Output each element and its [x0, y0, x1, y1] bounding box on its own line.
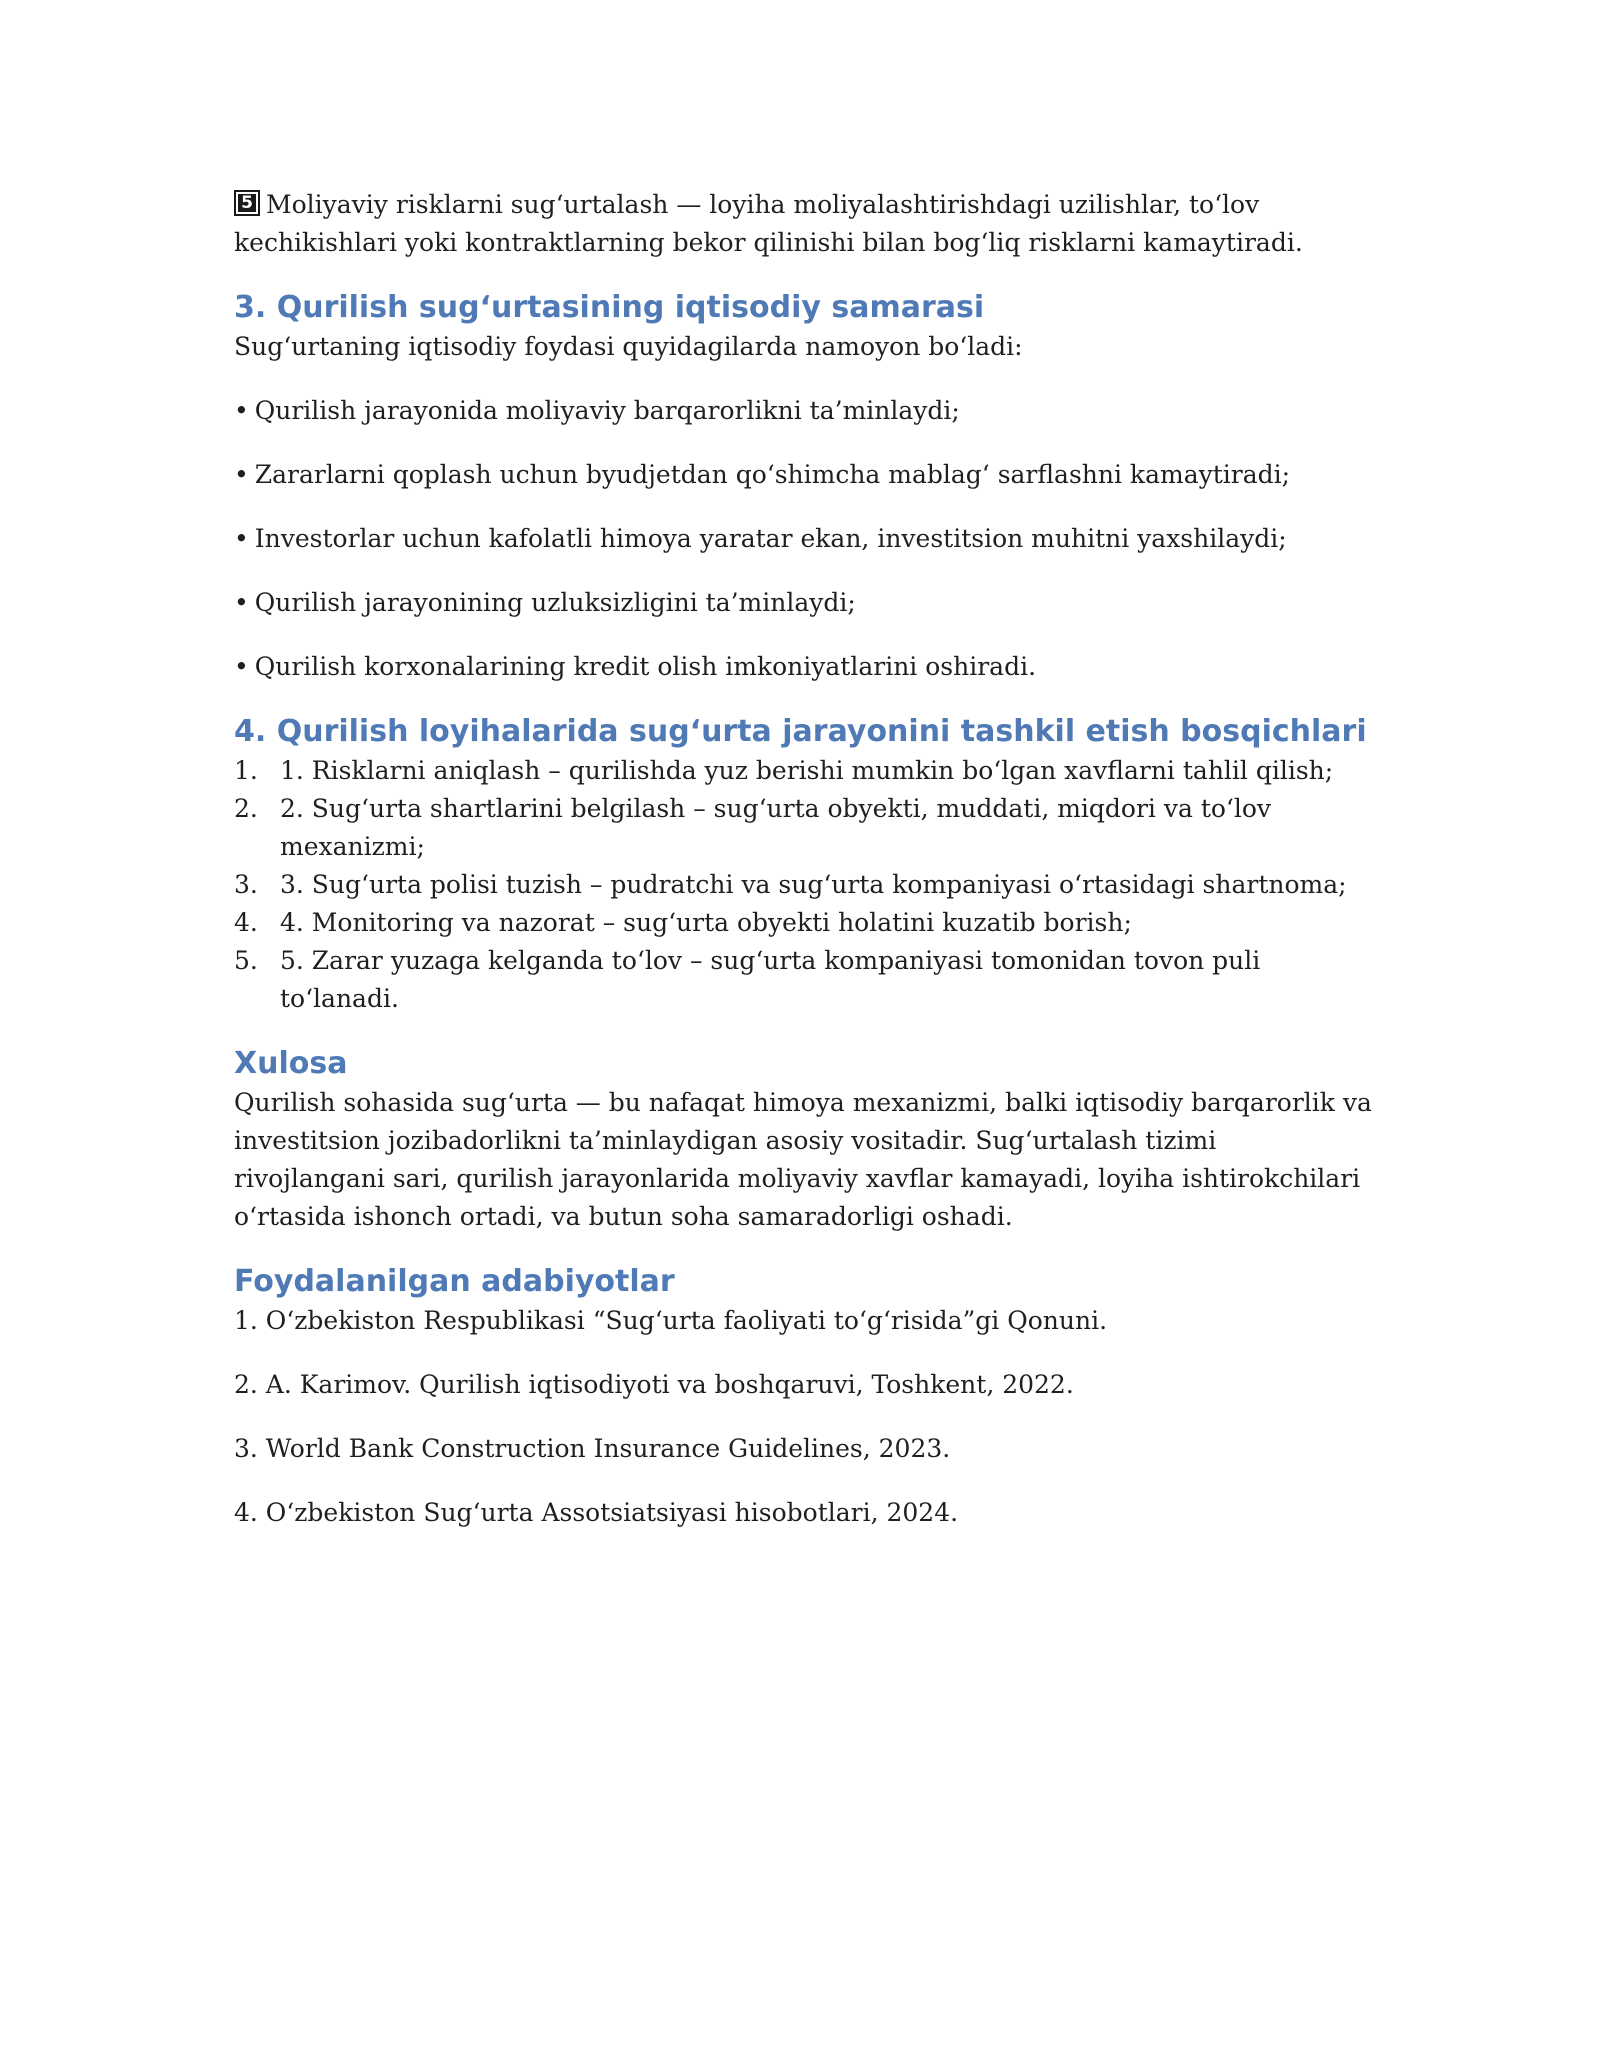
- step-number: 2.: [234, 794, 258, 823]
- step-number: 3.: [234, 870, 258, 899]
- conclusion-text: Qurilish sohasida sug‘urta — bu nafaqat himoya mexanizmi, balki iqtisodiy barqarorlik va investitsion jozibadorlikni ta’minlaydigan asosiy vositadir. Sug‘urtalash tizimi rivojlangani sari, qurilish jarayonlarida moliyaviy xavflar kamayadi, loyiha ishtirokchilari o‘rtasida ishonch ortadi, va butun soha samaradorligi oshadi.: [234, 1088, 1372, 1231]
- list-item: • Zararlarni qoplash uchun byudjetdan qo‘shimcha mablag‘ sarflashni kamaytiradi;: [234, 460, 1291, 489]
- section-4-heading: 4. Qurilish loyihalarida sug‘urta jarayonini tashkil etish bosqichlari: [234, 714, 1367, 749]
- bullet-icon: •: [234, 524, 249, 553]
- conclusion-heading: Xulosa: [234, 1046, 348, 1081]
- references-list: [234, 1302, 1374, 1532]
- intro-text: Moliyaviy risklarni sug‘urtalash — loyiha moliyalashtirishdagi uzilishlar, to‘lov kechikishlari yoki kontraktlarning bekor qilinishi bilan bog‘liq risklarni kamaytiradi.: [234, 190, 1303, 257]
- list-item: [234, 866, 1374, 904]
- list-item: • Qurilish jarayonining uzluksizligini ta’minlaydi;: [234, 588, 856, 617]
- reference-item: 1. O‘zbekiston Respublikasi “Sug‘urta faoliyati to‘g‘risida”gi Qonuni.: [234, 1306, 1108, 1335]
- keycap-number-icon: 5: [234, 190, 260, 216]
- list-item: • Qurilish jarayonida moliyaviy barqarorlikni ta’minlaydi;: [234, 396, 960, 425]
- step-text: 3. Sug‘urta polisi tuzish – pudratchi va sug‘urta kompaniyasi o‘rtasidagi shartnoma;: [280, 870, 1347, 899]
- step-text: 1. Risklarni aniqlash – qurilishda yuz berishi mumkin bo‘lgan xavflarni tahlil qilish;: [280, 756, 1334, 785]
- list-item: • Qurilish korxonalarining kredit olish imkoniyatlarini oshiradi.: [234, 652, 1037, 681]
- step-text: 2. Sug‘urta shartlarini belgilash – sug‘urta obyekti, muddati, miqdori va to‘lov mexanizmi;: [280, 794, 1272, 861]
- list-item: [234, 752, 1374, 790]
- reference-item: 4. O‘zbekiston Sug‘urta Assotsiatsiyasi hisobotlari, 2024.: [234, 1498, 959, 1527]
- bullet-icon: •: [234, 396, 249, 425]
- step-text: 4. Monitoring va nazorat – sug‘urta obyekti holatini kuzatib borish;: [280, 908, 1132, 937]
- list-item: • Investorlar uchun kafolatli himoya yaratar ekan, investitsion muhitni yaxshilaydi;: [234, 524, 1287, 553]
- reference-item: 3. World Bank Construction Insurance Guidelines, 2023.: [234, 1434, 951, 1463]
- intro-paragraph: [234, 186, 1374, 262]
- step-number: 5.: [234, 946, 258, 975]
- references-heading: Foydalanilgan adabiyotlar: [234, 1264, 675, 1299]
- bullet-icon: •: [234, 460, 249, 489]
- benefits-list: [234, 392, 1374, 686]
- list-item: [234, 904, 1374, 942]
- step-text: 5. Zarar yuzaga kelganda to‘lov – sug‘urta kompaniyasi tomonidan tovon puli to‘lanadi.: [280, 946, 1261, 1013]
- step-number: 4.: [234, 908, 258, 937]
- steps-list: [234, 752, 1374, 1018]
- document-page: [234, 186, 1374, 1558]
- section-3-heading: 3. Qurilish sug‘urtasining iqtisodiy samarasi: [234, 290, 985, 325]
- reference-item: 2. A. Karimov. Qurilish iqtisodiyoti va boshqaruvi, Toshkent, 2022.: [234, 1370, 1074, 1399]
- list-item: [234, 790, 1374, 866]
- section-3-lead: Sug‘urtaning iqtisodiy foydasi quyidagilarda namoyon bo‘ladi:: [234, 332, 1023, 361]
- step-number: 1.: [234, 756, 258, 785]
- bullet-icon: •: [234, 652, 249, 681]
- bullet-icon: •: [234, 588, 249, 617]
- list-item: [234, 942, 1374, 1018]
